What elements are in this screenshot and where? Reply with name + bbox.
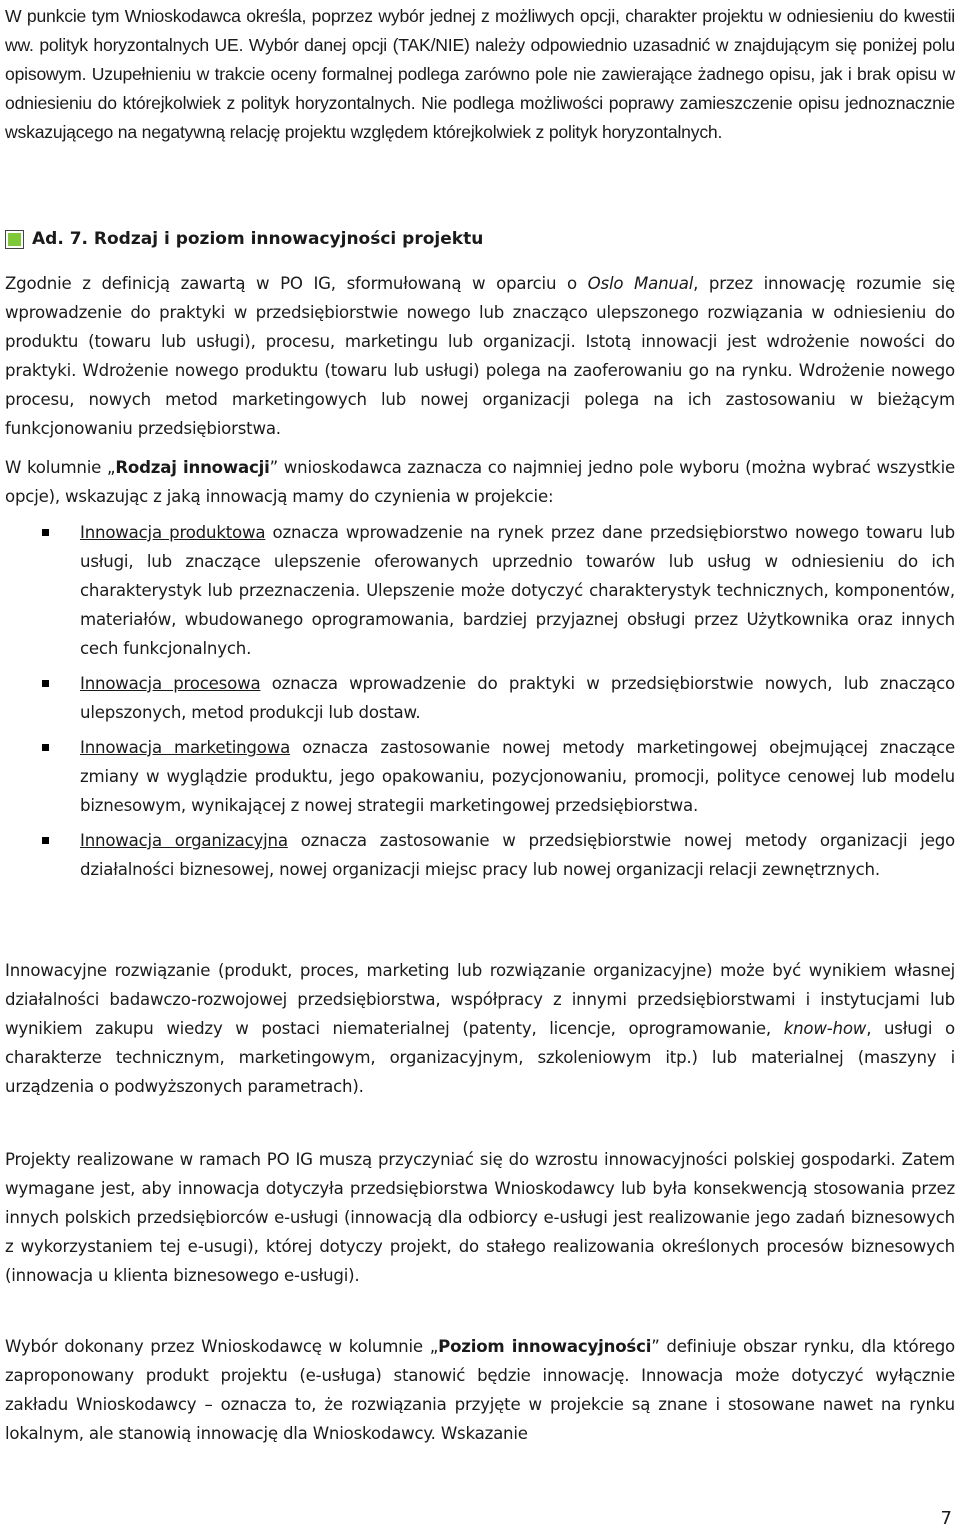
projects-paragraph: Projekty realizowane w ramach PO IG muszą przyczyniać się do wzrostu innowacyjności polskiej gospodarki. Zatem wymagane jest, aby innowacja dotyczyła przedsiębiorstwa Wnioskodawcy lub była konsekwencją stosowania przez innych polskich przedsiębiorców e-usługi (innowacją dla odbiorcy e-usługi jest realizowanie jego zadań biznesowych z wykorzystaniem tej e-usugi), której dotyczy projekt, do stałego realizowania określonych procesów biznesowych (innowacja u klienta biznesowego e-usługi). [5,1150,955,1285]
list-item: Innowacja procesowa oznacza wprowadzenie do praktyki w przedsiębiorstwie nowych, lub znacząco ulepszonych, metod produkcji lub dostaw. [5,669,955,727]
oslo-manual-text: Oslo Manual [587,274,694,293]
green-square-icon [5,230,24,249]
know-how-text: know-how [783,1019,867,1038]
definition-paragraph: Zgodnie z definicją zawartą w PO IG, sformułowaną w oparciu o Oslo Manual, przez innowację rozumie się wprowadzenie do praktyki w przedsiębiorstwie nowego lub znacząco ulepszonego rozwiązania w odniesieniu do produktu (towaru lub usługi), procesu, marketingu lub organizacji. Istotą innowacji jest wdrożenie nowości do praktyki. Wdrożenie nowego produktu (towaru lub usługi) polega na zaoferowaniu go na rynku. Wdrożenie nowego procesu, nowych metod marketingowych lub nowej organizacji polega na ich zastosowaniu w bieżącym funkcjonowaniu przedsiębiorstwa. [5,274,955,438]
term-marketing-innovation: Innowacja marketingowa [80,738,291,757]
innovation-level-paragraph: Wybór dokonany przez Wnioskodawcę w kolumnie „Poziom innowacyjności” definiuje obszar rynku, dla którego zaproponowany produkt projektu (e-usługa) stanowić będzie innowację. Innowacja może dotyczyć wyłącznie zakładu Wnioskodawcy – oznacza to, że rozwiązania przyjęte w projekcie są znane i stosowane nawet na rynku lokalnym, ale stanowią innowację dla Wnioskodawcy. Wskazanie [5,1337,955,1443]
list-item: Innowacja produktowa oznacza wprowadzenie na rynek przez dane przedsiębiorstwo nowego towaru lub usługi, lub znaczące ulepszenie oferowanych uprzednio towarów lub usług w odniesieniu do ich charakterystyk lub przeznaczenia. Ulepszenie może dotyczyć charakterystyk technicznych, komponentów, materiałów, wbudowanego oprogramowania, bardziej przyjaznej obsługi przez Użytkownika oraz innych cech funkcjonalnych. [5,518,955,663]
column-name-innovation-type: Rodzaj innowacji [115,458,270,477]
term-process-innovation: Innowacja procesowa [80,674,261,693]
innovation-type-paragraph: W kolumnie „Rodzaj innowacji” wnioskodawca zaznacza co najmniej jedno pole wyboru (można wybrać wszystkie opcje), wskazując z jaką innowacją mamy do czynienia w projekcie: [5,458,955,506]
bullet-square-icon [42,837,49,844]
bullet-square-icon [42,529,49,536]
section-title: Ad. 7. Rodzaj i poziom innowacyjności projektu [32,229,484,249]
column-name-innovation-level: Poziom innowacyjności [438,1337,652,1356]
innovative-solution-paragraph: Innowacyjne rozwiązanie (produkt, proces, marketing lub rozwiązanie organizacyjne) może być wynikiem własnej działalności badawczo-rozwojowej przedsiębiorstwa, współpracy z innymi przedsiębiorstwami i instytucjami lub wynikiem zakupu wiedzy w postaci niematerialnej (patenty, licencje, oprogramowanie, know-how, usługi o charakterze technicznym, marketingowym, organizacyjnym, szkoleniowym itp.) lub materialnej (maszyny i urządzenia o podwyższonych parametrach). [5,961,956,1096]
bullet-square-icon [42,744,49,751]
page-number: 7 [940,1508,952,1529]
section-heading [5,229,483,249]
term-product-innovation: Innowacja produktowa [80,523,266,542]
innovation-types-list [5,518,955,890]
list-item: Innowacja organizacyjna oznacza zastosowanie w przedsiębiorstwie nowej metody organizacji jego działalności biznesowej, nowej organizacji miejsc pracy lub nowej organizacji relacji zewnętrznych. [5,826,955,884]
bullet-square-icon [42,680,49,687]
term-organizational-innovation: Innowacja organizacyjna [80,831,288,850]
intro-paragraph: W punkcie tym Wnioskodawca określa, poprzez wybór jednej z możliwych opcji, charakter projektu w odniesieniu do kwestii ww. polityk horyzontalnych UE. Wybór danej opcji (TAK/NIE) należy odpowiednio uzasadnić w znajdującym się poniżej polu opisowym. Uzupełnieniu w trakcie oceny formalnej podlega zarówno pole nie zawierające żadnego opisu, jak i brak opisu w odniesieniu do którejkolwiek z polityk horyzontalnych. Nie podlega możliwości poprawy zamieszczenie opisu jednoznacznie wskazującego na negatywną relację projektu względem którejkolwiek z polityk horyzontalnych. [5,6,955,142]
list-item: Innowacja marketingowa oznacza zastosowanie nowej metody marketingowej obejmującej znaczące zmiany w wyglądzie produktu, jego opakowaniu, pozycjonowaniu, promocji, polityce cenowej lub modelu biznesowym, wynikającej z nowej strategii marketingowej przedsiębiorstwa. [5,733,955,820]
